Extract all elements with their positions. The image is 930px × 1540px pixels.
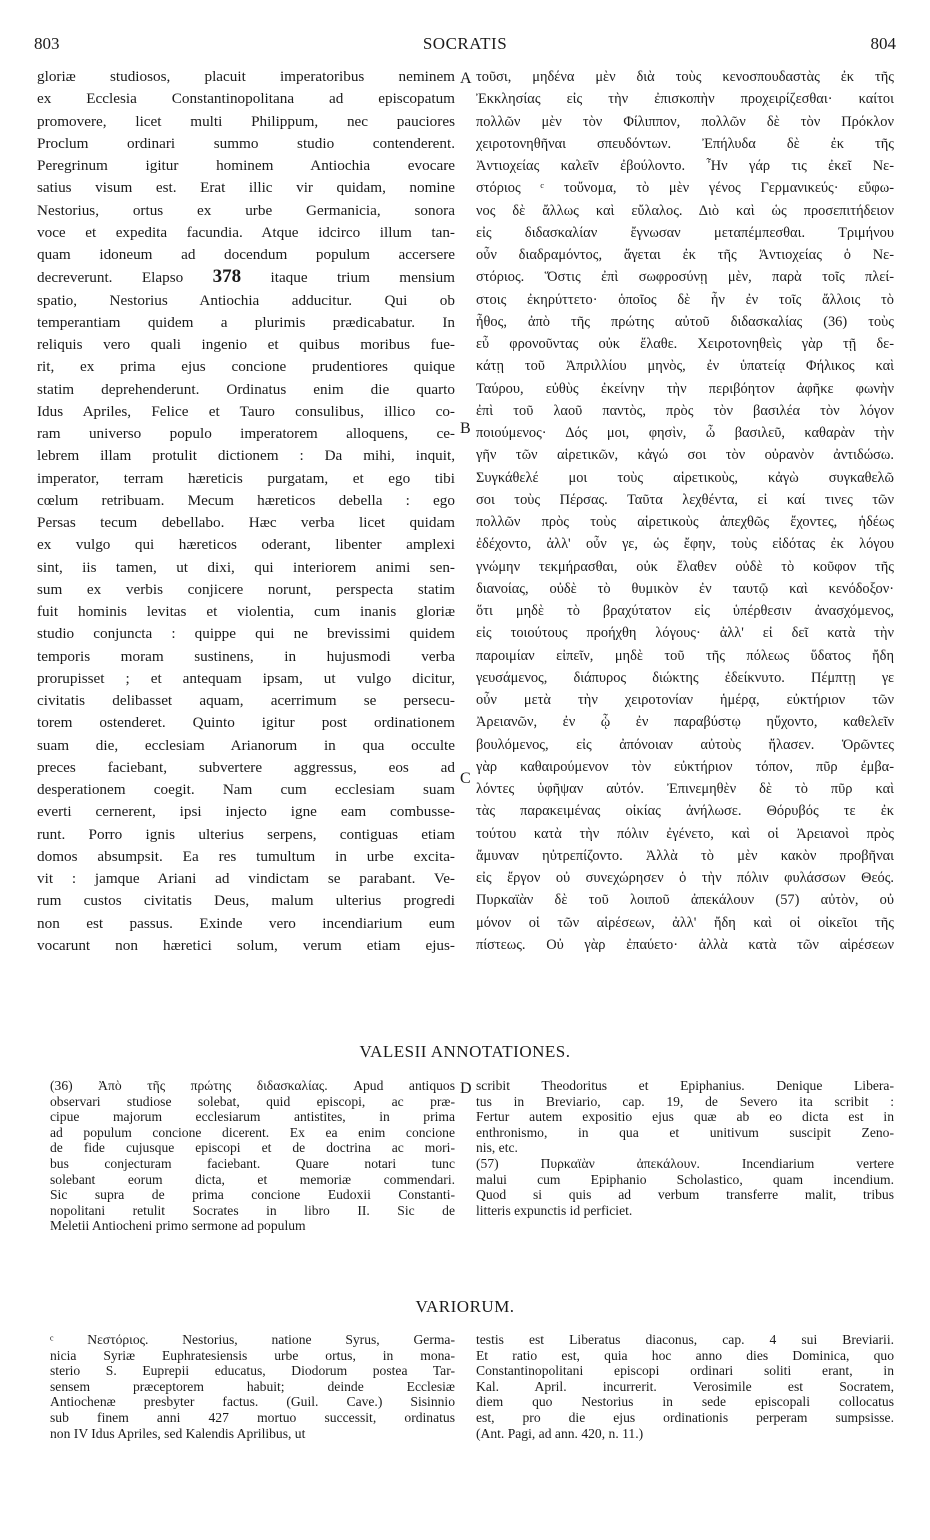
text-line: sint, iis tamen, ut dixi, qui interiorem animi sen- <box>37 558 455 576</box>
text-line: ex vulgo qui hæreticos oderant, libenter amplexi <box>37 536 455 554</box>
text-line: Ἀρειανῶν, ἐν ᾧ ἐν παραβύστῳ ηὔχοντο, καθελεῖν <box>476 714 894 731</box>
text-line: temperantiam quidem a plurimis prædicabatur. In <box>37 313 455 331</box>
text-line: ἐδέχοντο, ἀλλ' οὖν γε, ὡς ἔφην, τοὺς εἰδότας ἐκ λόγου <box>476 536 894 553</box>
latin-text-column <box>37 66 455 957</box>
text-line: χειροτονηθῆναι σπευδόντων. Ἐπήλυδα δὲ ἐκ τῆς <box>476 135 894 152</box>
text-line: scribit Theodoritus et Epiphanius. Denique Libera- <box>476 1078 894 1093</box>
text-line: σοι τοὺς Πέρσας. Ταῦτα λεχθέντα, εἰ καί τινες τῶν <box>476 491 894 508</box>
text-line: βουλόμενος, εἰς ἀπόνοιαν αὐτοὺς ἤλασεν. Ὁρῶντες <box>476 736 894 753</box>
text-line: observari studiose solebat, quid episcopi, ac præ- <box>50 1093 455 1109</box>
text-line: Antiochenæ presbyter factus. (Guil. Cave.) Sisinnio <box>50 1394 455 1410</box>
text-line: civitatis delibasset aquam, acerrimum se persecu- <box>37 692 455 709</box>
variorum-right-column <box>476 1332 894 1441</box>
left-page-number: 803 <box>34 34 60 53</box>
text-line: diem quo Nestorius in sede episcopali collocatus <box>476 1394 894 1410</box>
text-line: nis, etc. <box>476 1140 518 1156</box>
text-line: μόνον οἱ τῶν αἱρέσεων, ἀλλ' ἤδη καὶ οἱ οἰκεῖοι τῆς <box>476 914 894 931</box>
text-line: γὰρ καθαιρούμενον τὸν εὐκτήριον τόπον, πῦρ ἐμβα- <box>476 758 894 775</box>
text-line: οὖν διαδραμόντος, ἄγεται ἐκ τῆς Ἀντιοχείας ὁ Νε- <box>476 247 894 263</box>
text-line: τούτου κατὰ τὴν πόλιν ἐγένετο, καὶ οἱ Ἀρειανοὶ πρὸς <box>476 825 894 842</box>
text-line: εἰς τοιούτους προήχθη λόγους· ἀλλ' εἰ δεῖ κατὰ τὴν <box>476 625 894 642</box>
text-line: Nestorius, ortus ex urbe Germanicia, sonora <box>37 201 455 219</box>
annotations-right-column <box>476 1078 894 1218</box>
text-line: στόριος ᶜ τοὔνομα, τὸ μὲν γένος Γερμανικεύς· εὔφω- <box>476 180 894 197</box>
text-line: enthronismo, in qua et unitivum suscipit Zeno- <box>476 1124 894 1140</box>
text-line: rit, ex prima ejus concione prudentiores quique <box>37 358 455 376</box>
section-marker-c: C <box>460 770 471 787</box>
text-line: ἄμυναν ηὐτρεπίζοντο. Ἀλλὰ τὸ μὲν κακὸν προβῆναι <box>476 847 894 864</box>
text-line: Et ratio est, quia hoc anno dies Dominica, quo <box>476 1347 894 1363</box>
text-line: πολλῶν πρὸς τοὺς αἱρετικοὺς ἀπεχθῶς ἔχοντες, ἡδέως <box>476 514 894 530</box>
text-line: (Ant. Pagi, ad ann. 420, n. 11.) <box>476 1425 644 1441</box>
text-line: Peregrinum igitur hominem Antiochia evocare <box>37 157 455 174</box>
text-line: decreverunt. Elapso 378 itaque trium mensium <box>37 266 455 288</box>
text-line: de fide cujusque episcopi et de doctrina ac mori- <box>50 1140 455 1156</box>
variorum-title: VARIORUM. <box>415 1297 515 1316</box>
text-line: εἰς ἔργον οὐ συνεχώρησεν ὁ τὴν πόλιν φυλάσσων Θεός. <box>476 870 894 886</box>
text-line: nopolitani retulit Socrates in libro II. Sic de <box>50 1202 455 1218</box>
text-line: malui cum Epiphanio Scholastico, quam incendium. <box>476 1171 894 1187</box>
text-line: gloriæ studiosos, placuit imperatoribus neminem <box>37 68 455 85</box>
text-line: Proclum ordinari summo studio contenderent. <box>37 134 455 152</box>
text-line: sensem præceptorem habuit; deinde Ecclesiæ <box>50 1378 455 1394</box>
text-line: ad populum concione dicerent. Ex ea enim concione <box>50 1124 455 1140</box>
text-line: εὖ φρονοῦντας οὐκ ἔλαθε. Χειροτονηθεὶς γὰρ τῇ δε- <box>476 336 894 352</box>
right-page-number: 804 <box>870 34 896 53</box>
text-line: στόριος. Ὅστις ἐπὶ σωφροσύνῃ μὲν, παρὰ τοῖς πλεί- <box>476 269 894 286</box>
text-line: spatio, Nestorius Antiochia adducitur. Qui ob <box>37 291 455 309</box>
text-line: (57) Πυρκαϊὰν ἀπεκάλουν. Incendiarium vertere <box>476 1155 894 1171</box>
section-marker-b: B <box>460 420 471 437</box>
text-line: vit : jamque Ariani ad vindictam se parabant. Ve- <box>37 870 455 887</box>
text-line: νος δὲ ἄλλως καὶ εὔλαλος. Διὸ καὶ ὡς προσεπιτήδειον <box>476 202 894 219</box>
text-line: fuit hominis levitas et violentia, cum inanis gloriæ <box>37 603 455 620</box>
text-line: solebant eorum dicta, et memoriæ commendari. <box>50 1171 455 1187</box>
text-line: desperationem coegit. Nam cum ecclesiam suam <box>37 781 455 798</box>
text-line: γῆν τῶν αἱρετικῶν, κἀγώ σοι τὸν οὐρανὸν ἀντιδώσω. <box>476 447 894 464</box>
text-line: statim deprehenderunt. Ordinatus enim die quarto <box>37 380 455 398</box>
text-line: bus conjecturam faciebant. Quare notari tunc <box>50 1155 455 1171</box>
text-line: nicia Syriæ Euphratesiensis urbe ortus, in mona- <box>50 1347 455 1363</box>
text-line: στοις ἐκηρύττετο· ὁποῖος δὲ ἦν ἐν τοῖς ἄλλοις τὸ <box>476 291 894 308</box>
text-line: studio conjuncta : quippe qui ne brevissimi quidem <box>37 625 455 643</box>
text-line: τοῦσι, μηδένα μὲν διὰ τοὺς κενοσπουδαστὰς ἐκ τῆς <box>476 69 894 85</box>
text-line: ποιούμενος· Δός μοι, φησὶν, ὦ βασιλεῦ, καθαρὰν τὴν <box>476 425 894 441</box>
text-line: imperator, terram hæreticis purgatam, et ego tibi <box>37 469 455 487</box>
greek-text-column <box>476 66 894 956</box>
text-line: παροιμίαν εἰπεῖν, μηδὲ τοῦ τῆς πόλεως ὕδατος ἤδη <box>476 647 894 664</box>
text-line: ᶜ Νεστόριος. Nestorius, natione Syrus, Germa- <box>50 1332 455 1347</box>
text-line: Constantinopolitani episcopi ordinari soliti erant, in <box>476 1363 894 1379</box>
text-line: promovere, licet multi Philippum, nec pauciores <box>37 112 455 130</box>
annotations-title: VALESII ANNOTATIONES. <box>359 1042 571 1061</box>
text-line: (36) Ἀπὸ τῆς πρώτης διδασκαλίας. Apud antiquos <box>50 1078 455 1093</box>
text-line: Ἀντιοχείας καλεῖν ἐβούλοντο. Ἦν γάρ τις ἐκεῖ Νε- <box>476 158 894 174</box>
text-line: voce et expedita facundia. Atque idcirco illum tan- <box>37 223 455 241</box>
text-line: Πυρκαϊὰν δὲ τοῦ λοιποῦ ἀπεκάλουν (57) αὐτὸν, οὐ <box>476 892 894 909</box>
text-line: sum ex verbis conjicere norunt, perspecta statim <box>37 580 455 598</box>
text-line: torem ostenderet. Quinto igitur post ordinationem <box>37 714 455 732</box>
folio-number: 378 <box>212 266 242 288</box>
text-line: ex Ecclesia Constantinopolitana ad episcopatum <box>37 90 455 108</box>
text-line: non IV Idus Apriles, sed Kalendis Aprilibus, ut <box>50 1425 306 1441</box>
text-line: Fertur autem expositio ejus quæ ab eo dicta est in <box>476 1109 894 1125</box>
text-line: Sic supra de prima concione Eudoxii Constanti- <box>50 1187 455 1203</box>
text-line: testis est Liberatus diaconus, cap. 4 sui Breviarii. <box>476 1332 894 1347</box>
text-line: tus in Breviario, cap. 19, de Severo ita scribit : <box>476 1093 894 1109</box>
text-line: sub finem anni 427 mortuo successit, ordinatus <box>50 1409 455 1425</box>
text-line: satius visum est. Erat illic vir quidam, nomine <box>37 179 455 197</box>
text-line: διανοίας, οὐδὲ τὸ θυμικὸν ἐν ταυτῷ καὶ κενόδοξον· <box>476 580 894 597</box>
section-marker-d: D <box>460 1080 472 1097</box>
text-line: λόντες ὑφῆψαν αὐτόν. Ἐπινεμηθὲν δὲ τὸ πῦρ καὶ <box>476 781 894 797</box>
text-line: rum custos civitatis Deus, malum ulterius progredi <box>37 892 455 910</box>
text-line: Ἐκκλησίας εἰς τὴν ἐπισκοπὴν προχειρίζεσθαι· καίτοι <box>476 91 894 108</box>
text-line: lebrem illam protulit dictionem : Da mihi, inquit, <box>37 447 455 465</box>
text-line: Persas tecum debellabo. Hæc verba licet quidam <box>37 514 455 531</box>
text-line: Συγκάθελέ μοι τοὺς αἱρετικοὺς, κἀγὼ συγκαθελῶ <box>476 469 894 486</box>
text-line: prorupisset ; et antequam ipsam, ut vulgo dicitur, <box>37 669 455 687</box>
text-line: litteris expunctis id perficiet. <box>476 1202 633 1218</box>
text-line: Idus Apriles, Felice et Tauro consulibus, illico co- <box>37 402 455 420</box>
text-line: runt. Porro ignis ulterius serpens, contiguas etiam <box>37 825 455 843</box>
text-line: τὰς παρακειμένας οἰκίας ἀνήλωσε. Θόρυβός τε ἐκ <box>476 803 894 820</box>
text-line: ram universo populo imperatorem alloquens, ce- <box>37 425 455 442</box>
text-line: quam idoneum ad docendum populum accersere <box>37 246 455 263</box>
text-line: γνώμην τεκμήρασθαι, οὐκ ἔλαθεν οὐδὲ τὸ κοῦφον τῆς <box>476 558 894 575</box>
text-line: εἰς διδασκαλίαν ἔγνωσαν μεταπέμπεσθαι. Τριμήνου <box>476 224 894 241</box>
text-line: οὖν μετὰ τὴν χειροτονίαν ἡμέρᾳ, εὐκτήριον τῶν <box>476 692 894 708</box>
text-line: Quod si quis ad verbum transferre malit, tribus <box>476 1187 894 1203</box>
variorum-left-column <box>50 1332 455 1441</box>
text-line: γευσάμενος, διάπυρος διώκτης ἐδείκνυτο. Πέμπτῃ γε <box>476 669 894 686</box>
running-header <box>34 34 896 56</box>
text-line: Kal. April. incurrerit. Verosimile est Socratem, <box>476 1378 894 1394</box>
text-line: temporis moram sustinens, in hujusmodi verba <box>37 647 455 665</box>
text-line: vocarunt non hæretici solum, verum etiam ejus- <box>37 936 455 954</box>
text-line: est, pro die ejus ordinationis perperam sumpsisse. <box>476 1409 894 1425</box>
text-line: ὅτι μηδὲ τὸ βραχύτατον εἰς ὑπέρθεσιν ἀνασχόμενος, <box>476 603 894 619</box>
text-line: preces faciebant, subvertere aggressus, eos ad <box>37 758 455 776</box>
text-line: πολλῶν μὲν τὸν Φίλιππον, πολλῶν δὲ τὸν Πρόκλον <box>476 113 894 130</box>
text-line: everti cernerent, ipsi injecto igne eam combusse- <box>37 803 455 821</box>
text-line: domos absumpsit. Ea res tumultum in urbe excita- <box>37 847 455 865</box>
text-line: cœlum retribuam. Mecum hæreticos debella : ego <box>37 491 455 509</box>
text-line: Meletii Antiocheni primo sermone ad populum <box>50 1218 306 1234</box>
text-line: non est passus. Exinde vero incendiarium eum <box>37 914 455 932</box>
running-title: SOCRATIS <box>422 34 508 53</box>
annotations-left-column <box>50 1078 455 1234</box>
text-line: reliquis vero quali ingenio et quibus moribus fue- <box>37 336 455 353</box>
text-line: πίστεως. Οὐ γὰρ ἐπαύετο· ἀλλὰ κατὰ τῶν αἱρέσεων <box>476 936 894 953</box>
text-line: ἐπὶ τοῦ λαοῦ παντὸς, πρὸς τὸν βασιλέα τὸν λόγον <box>476 402 894 419</box>
text-line: κάτῃ τοῦ Ἀπριλλίου μηνὸς, ἐν ὑπατείᾳ Φήλικος καὶ <box>476 358 894 375</box>
text-line: cipue majorum ecclesiarum antistites, in prima <box>50 1109 455 1125</box>
text-line: sterio S. Euprepii educatus, Diodorum postea Tar- <box>50 1363 455 1379</box>
text-line: ἦθος, ἀπὸ τῆς πρώτης αὐτοῦ διδασκαλίας (36) τοὺς <box>476 313 894 330</box>
text-line: suam die, ecclesiam Arianorum in qua occulte <box>37 736 455 754</box>
section-marker-a: A <box>460 70 472 87</box>
text-line: Ταύρου, εὐθὺς ἐκείνην τὴν περιβόητον ἀφῆκε φωνὴν <box>476 380 894 397</box>
